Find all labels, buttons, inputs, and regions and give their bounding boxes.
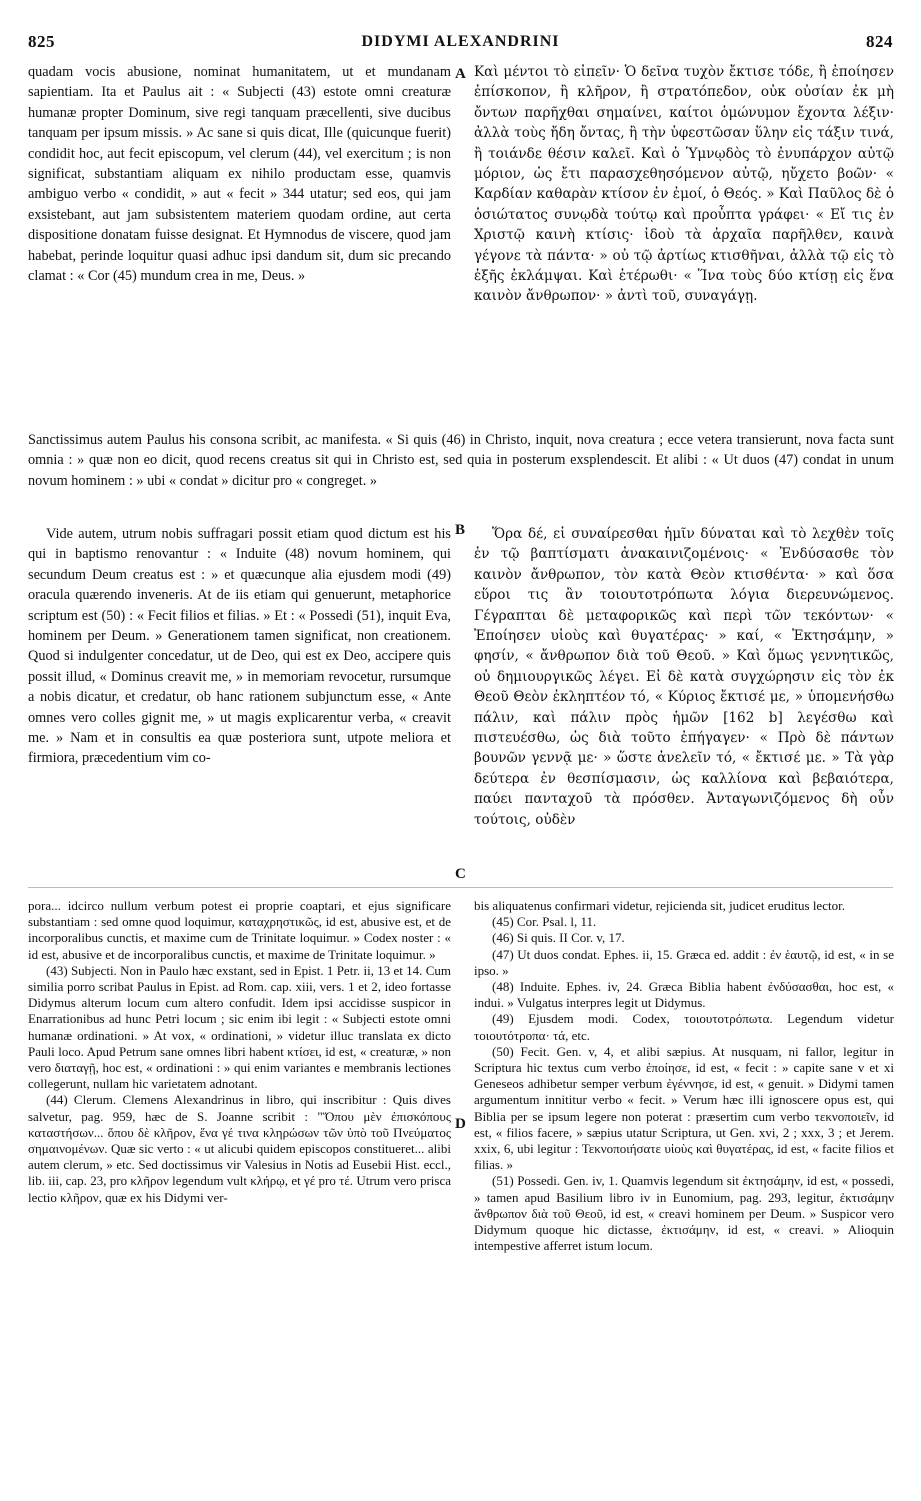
latin-text-section-2: Vide autem, utrum nobis suffragari possit etiam quod dictum est his qui in baptismo renovantur : « Induite (48) novum hominem, qui secundum Deum creatus est : » et quæcunque alia ejusdem modi (49) oracula quærendo inveneris. At de iis etiam qui genuerunt, metaphorice scriptum est (50) : « Fecit filios et filias. » Et : « Possedi (51), inquit Eva, hominem per Deum. » Generationem tamen significat, non creationem. Quod si indulgenter concedatur, ut de Deo, qui est ex Deo, accipere quis possit illud, « Dominus creavit me, » in memoriam revocetur, rursumque a nobis dicatur, et credatur, ob hanc rationem subjunctum esse, « Ante omnes vero colles gignit me, » ut magis explicarentur verba, « creavit me. » Nam et in consultis ea quæ posteriora sunt, utpote meliora et firmiora, præcedentium vim co- [28,526,451,767]
running-title: DIDYMI ALEXANDRINI [361,33,560,50]
margin-marker-a: A [455,66,466,82]
greek-text-section-1: Καὶ μέντοι τὸ εἰπεῖν· Ὁ δεῖνα τυχὸν ἔκτισε τόδε, ἢ ἐποίησεν ἐπίσκοπον, ἢ κλῆρον, ἢ στρατόπεδον, οὐκ οὐσίαν ἐκ μὴ ὄντων παρῆχθαι σημαίνει, καίτοι ὁμώνυμον ἔχοντα λέξιν· ἀλλὰ τοὺς ἤδη ὄντας, ἢ τὴν ὑφεστῶσαν ὕλην εἰς τάξιν τινά, ἢ τοιάνδε θέσιν καλεῖ. Καὶ ὁ Ὑμνῳδὸς τὸ ἐνυπάρχον αὐτῷ μόριον, ὡς ἔτι παρασχεθησόμενον αὐτῷ, ηὔχετο βοῶν· « Καρδίαν καθαρὰν κτίσον ἐν ἐμοί, ὁ Θεός. » Καὶ Παῦλος δὲ ὁ ὁσιώτατος συνῳδὰ τούτῳ καὶ προὖπτα γράφει· « Εἴ τις ἐν Χριστῷ καινὴ κτίσις· ἰδοὺ τὰ ἀρχαῖα παρῆλθεν, καινὰ γέγονε τὰ πάντα· » οὐ τῷ ἀρτίως κτισθῆναι, ἀλλὰ τῷ εἰς τὸ ἑξῆς ἐκλάμψαι. Καὶ ἑτέρωθι· « Ἵνα τοὺς δύο κτίσῃ εἰς ἕνα καινὸν ἄνθρωπον· » ἀντὶ τοῦ, συναγάγῃ. [474,64,894,305]
latin-column-section-1 [28,62,451,470]
fullwidth-text: Sanctissimus autem Paulus his consona scribit, ac manifesta. « Si quis (46) in Christo, inquit, nova creatura ; ecce vetera transierunt, nova facta sunt omnia : » quæ non eo dicit, quod recens creatus sit qui in Christo est, sed quia in posterum exsplendescit. Et alibi : « Ut duos (47) condat in unum novum hominem : » ubi « condat » dicitur pro « congreget. » [28,432,894,489]
page-number-left: 825 [28,32,55,51]
latin-column-section-2 [28,524,451,872]
margin-marker-d: D [455,1116,466,1132]
notes-divider [28,887,893,888]
note-right-0: bis aliquatenus confirmari videtur, rejicienda sit, judicet eruditus lector. [474,898,845,913]
margin-marker-c: C [455,866,466,882]
latin-text-section-1: quadam vocis abusione, nominat humanitatem, ut et mundanam sapientiam. Ita et Paulus ait : « Subjecti (43) estote omni creaturæ humanæ propter Dominum, sive regi tanquam præcellenti, sive ducibus tanquam per ipsum missis. » Ac sane si quis dicat, Ille (quicunque fuerit) condidit hoc, aut fecit episcopum, vel clerum (44), vel exercitum ; is non significat, substantiam aliquam ex nihilo productam esse, quamvis ambiguo verbo « condidit, » aut « fecit » 344 utatur; sed eos, qui jam exsistebant, aut jam subsistentem materiem quodam ordine, aut certa dispositione donatam fuisse designat. Et Hymnodus de viscere, quod jam habebat, perinde loquitur quasi adhuc ipsi dandum sit, dum sic precando clamat : « Cor (45) mundum crea in me, Deus. » [28,64,451,285]
note-right-6: (50) Fecit. Gen. v, 4, et alibi sæpius. At nusquam, ni fallor, legitur in Scriptura hic textus cum verbo ἐποίησε, id est, « fecit : » capite sane v et xi Geneseos adhibetur semper verbum ἐγέννησε, id est, « genuit. » Didymi tamen argumentum innititur verbo « fecit. » Verum hæc illi ignoscere opus est, qui Biblia per se ipsum legere non poterat : præsertim cum verbo τεκνοποιεῖν, id est, « filios facere, » sæpius utatur Scriptura, ut Gen. xvi, 2 ; xxx, 3 ; et Jerem. xxix, 6, ubi legitur : Τεκνοποιήσατε υἱοὺς καὶ θυγατέρας, id est, « facite filios et filias. » [474,1043,894,1173]
note-right-3: (47) Ut duos condat. Ephes. ii, 15. Græca ed. addit : ἐν ἑαυτῷ, id est, « in se ipso. » [474,946,894,978]
note-right-4: (48) Induite. Ephes. iv, 24. Græca Biblia habent ἐνδύσασθαι, hoc est, « indui. » Vulgatus interpres legit ut Didymus. [474,979,894,1011]
note-right-5: (49) Ejusdem modi. Codex, τοιουτοτρόπωτα. Legendum videtur τοιουτότροπα· τά, etc. [474,1011,894,1043]
note-left-2: (44) Clerum. Clemens Alexandrinus in libro, qui inscribitur : Quis dives salvetur, pag. 959, hæc de S. Joanne scribit : "Ὅπου μὲν ἐπισκόπους καταστήσων... ὅπου δὲ κλῆρον, ἕνα γέ τινα κληρώσων τῶν ὑπὸ τοῦ Πνεύματος σημαινομένων. Quæ sic verto : « ut alicubi quidem episcopos constitueret... alibi autem clerum, » etc. Sed doctissimus vir Valesius in Notis ad Eusebii Hist. eccl., lib. iii, cap. 23, pro κλῆρον legendum vult κλήρῳ, et γέ pro τέ. Utrum vero prisca lectio κλῆρον, quæ ex his Didymi ver- [28,1092,451,1205]
greek-column-section-1 [474,62,894,368]
notes-right-column [474,898,894,1490]
note-left-1: (43) Subjecti. Non in Paulo hæc exstant, sed in Epist. 1 Petr. ii, 13 et 14. Cum similia porro scribat Paulus in Epist. ad Rom. cap. xiii, vers. 1 et 2, ideo fortasse Didymus alterum locum cum altero confudit. Idem ipsi accidisse suspicor in Enarrationibus ad hunc Petri locum ; sic enim ibi legit : « Subjecti estote omni humanæ ordinationi. » At vox, « ordinationi, » videtur illuc translata ex dicto Pauli loco. Apud Petrum sane omnes libri habent κτίσει, id est, « creaturæ, » non vero διαταγῇ, hoc est, « ordinationi : » qui enim variantes e membranis lectiones collegerunt, nullam hic varietatem adnotant. [28,962,451,1092]
running-header [28,30,893,54]
greek-text-section-2: Ὅρα δέ, εἰ συναίρεσθαι ἡμῖν δύναται καὶ τὸ λεχθὲν τοῖς ἐν τῷ βαπτίσματι ἀνακαινιζομένοις· « Ἐνδύσασθε τὸν καινὸν ἄνθρωπον, τὸν κατὰ Θεὸν κτισθέντα· » καὶ ὅσα εὕροι τις ἂν τοιουτοτρόπωτα λόγια διερευνώμενος. Γέγραπται δὲ μεταφορικῶς καὶ περὶ τῶν τεκόντων· « Ἐποίησεν υἱοὺς καὶ θυγατέρας· » καί, « Ἐκτησάμην, » φησίν, « ἄνθρωπον διὰ τοῦ Θεοῦ. » Καὶ ὅμως γεννητικῶς, οὐ δημιουργικῶς λέγει. Εἰ δὲ κατὰ συγχώρησιν εἰς τὸν ἐκ Θεοῦ Θεὸν ἐκληπτέον τό, « Κύριος ἔκτισέ με, » ὑπομενήσθω πάλιν, καὶ πάλιν πρὸς ἡμῶν [162 b] λεγέσθω καὶ πιστευέσθω, ὡς διὰ τοῦτο ἐπήγαγεν· « Πρὸ δὲ πάντων βουνῶν γεννᾷ με· » ὥστε ἀνελεῖν τό, « ἔκτισέ με. » Τὰ γὰρ δεύτερα ἐν θεσπίσμασιν, ὡς καλλίονα καὶ βεβαιότερα, παύει πανταχοῦ τὰ πρόσθεν. Ἀνταγωνιζόμενος δὴ οὖν τούτοις, οὐδὲν [474,526,894,828]
note-left-0: pora... idcirco nullum verbum potest ei proprie coaptari, et ejus significare substantiam : sed omne quod loquimur, καταχρηστικῶς, id est, abusive est, et de incorporalibus cunctis, et maxime cum de Trinitate loquimur. » Codex noster : « id est, abusive et de incorporalibus cunctis, et maxime de Trinitate loquimur. » [28,898,451,962]
margin-marker-b: B [455,522,466,538]
greek-column-section-2 [474,524,894,872]
note-right-2: (46) Si quis. II Cor. v, 17. [492,930,625,946]
page-number-right: 824 [865,32,893,51]
fullwidth-paragraph [28,430,894,514]
note-right-7: (51) Possedi. Gen. iv, 1. Quamvis legendum sit ἐκτησάμην, id est, « possedi, » tamen apud Basilium libro iv in Eunomium, pag. 293, legitur, ἐκτισάμην ἄνθρωπον διὰ τοῦ Θεοῦ, id est, « creavi hominem per Deum. » Suspicor vero Didymum quoque hic dictasse, ἐκτισάμην, id est, « creavi. » Alioquin intempestive afferret istum locum. [474,1173,894,1254]
notes-left-column [28,898,451,1490]
note-right-1: (45) Cor. Psal. l, 11. [492,914,597,930]
